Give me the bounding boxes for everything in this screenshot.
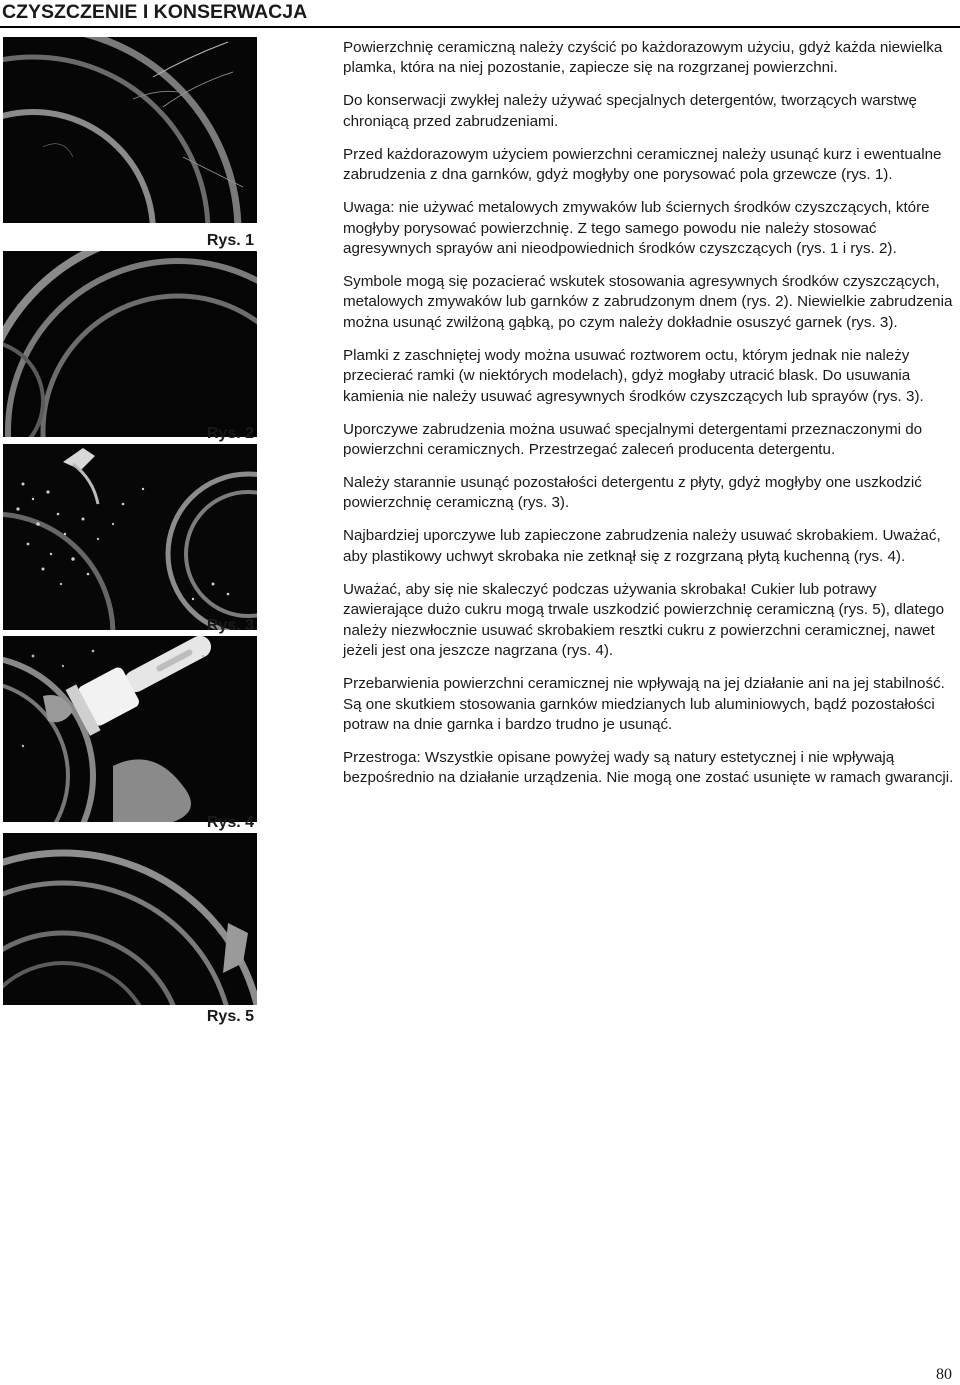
paragraph: Powierzchnię ceramiczną należy czyścić po każdorazowym użyciu, gdyż każda niewielka plamka, która na niej pozostanie, zapiecze się na rozgrzanej powierzchni.: [343, 39, 943, 77]
title-underline: [0, 26, 960, 28]
paragraph: Przestroga: Wszystkie opisane powyżej wady są natury estetycznej i nie wpływają bezpośrednio na działanie urządzenia. Nie mogą one zostać usunięte w ramach gwarancji.: [343, 748, 954, 787]
paragraph: Uporczywe zabrudzenia można usuwać specjalnymi detergentami przeznaczonymi do powierzchni ceramicznych. Przestrzegać zaleceń producenta detergentu.: [343, 420, 923, 459]
figure-1-scratched-hob: [3, 37, 257, 223]
figure-2-worn-rings: [3, 251, 257, 437]
paragraph: Symbole mogą się pozacierać wskutek stosowania agresywnych środków czyszczących, metalowych zmywaków lub garnków z zabrudzonym dnem (rys. 2). Niewielkie zabrudzenia można usunąć zwilżoną gąbką, po czym należy dokładnie osuszyć garnek (rys. 3).: [343, 273, 953, 331]
paragraph: Należy starannie usunąć pozostałości detergentu z płyty, gdyż mogłyby one uszkodzić powierzchnię ceramiczną (rys. 3).: [343, 474, 922, 512]
paragraph: Przed każdorazowym użyciem powierzchni ceramicznej należy usunąć kurz i ewentualne zabrudzenia z dna garnków, gdyż mogłyby one porysować pola grzewcze (rys. 1).: [343, 145, 942, 184]
paragraph: Najbardziej uporczywe lub zapieczone zabrudzenia należy usuwać skrobakiem. Uważać, aby plastikowy uchwyt skrobaka nie zetknął się z rozgrzaną płytą kuchenną (rys. 4).: [343, 527, 941, 565]
figure-1-caption: Rys. 1: [206, 232, 254, 249]
paragraph: Plamki z zaschniętej wody można usuwać roztworem octu, którym jednak nie należy przecierać ramki (w niektórych modelach), gdyż mogłaby utracić blask. Do usuwania kamienia nie należy usuwać agresywnych środków czyszczących lub sprayów (rys. 3).: [343, 346, 924, 405]
page-number: 80: [936, 1366, 952, 1383]
paragraph: Do konserwacji zwykłej należy używać specjalnych detergentów, tworzących warstwę chroniącą przed zabrudzeniami.: [343, 92, 917, 130]
figure-4-caption: Rys. 4: [206, 814, 254, 831]
section-title: CZYSZCZENIE I KONSERWACJA: [2, 1, 308, 23]
instructions-text: [343, 38, 959, 801]
paragraph: Uwaga: nie używać metalowych zmywaków lub ściernych środków czyszczących, które mogłyby porysować powierzchnię. Z tego samego powodu nie należy stosować agresywnych sprayów ani nieodpowiednich środków czyszczących (rys. 1 i rys. 2).: [343, 199, 930, 258]
figure-5-caption: Rys. 5: [206, 1008, 254, 1025]
paragraph: Przebarwienia powierzchni ceramicznej nie wpływają na jej działanie ani na jej stabilność. Są one skutkiem stosowania garnków miedzianych lub aluminiowych, bądź pozostałości potraw na dnie garnka i bardzo trudno je usunąć.: [343, 675, 945, 733]
figure-3-caption: Rys. 3: [206, 617, 254, 634]
figure-3-water-stains: [3, 444, 257, 630]
figure-2-caption: Rys. 2: [206, 425, 254, 442]
paragraph: Uważać, aby się nie skaleczyć podczas używania skrobaka! Cukier lub potrawy zawierające dużo cukru mogą trwale uszkodzić powierzchnię ceramiczną (rys. 5), dlatego należy niezwłocznie usuwać skrobakiem resztki cukru z powierzchni ceramicznej, nawet jeżeli jest ona jeszcze nagrzana (rys. 4).: [343, 580, 945, 660]
figure-5-sugar-damage: [3, 833, 257, 1005]
figure-4-scraper: [3, 636, 257, 822]
